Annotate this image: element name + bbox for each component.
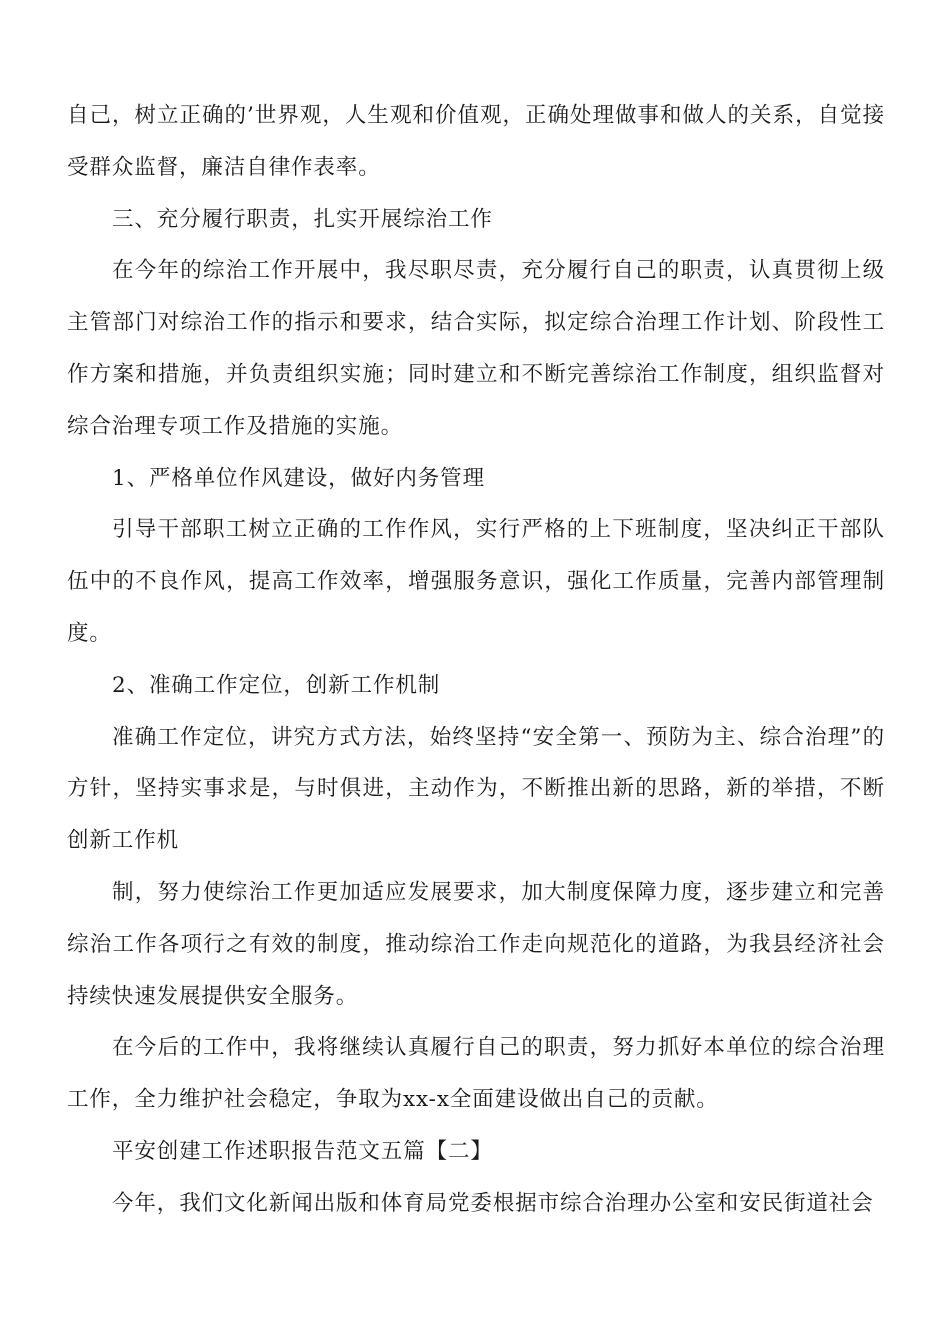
document-body — [67, 90, 885, 1230]
paragraph: 在今后的工作中，我将继续认真履行自己的职责，努力抓好本单位的综合治理工作，全力维护社会稳定，争取为xx-x全面建设做出自己的贡献。 — [67, 1035, 885, 1113]
article-title: 平安创建工作述职报告范文五篇【二】 — [112, 1138, 493, 1164]
subsection-heading-2: 2、准确工作定位，创新工作机制 — [112, 672, 441, 698]
paragraph: 今年，我们文化新闻出版和体育局党委根据市综合治理办公室和安民街道社会 — [112, 1190, 874, 1216]
subsection-heading-1: 1、严格单位作风建设，做好内务管理 — [112, 465, 485, 491]
paragraph: 引导干部职工树立正确的工作作风，实行严格的上下班制度，坚决纠正干部队伍中的不良作风，提高工作效率，增强服务意识，强化工作质量，完善内部管理制度。 — [67, 517, 885, 646]
paragraph: 准确工作定位，讲究方式方法，始终坚持“安全第一、预防为主、综合治理”的方针，坚持实事求是，与时俱进，主动作为，不断推出新的思路，新的举措，不断创新工作机 — [67, 724, 885, 854]
paragraph-continuation: 自己，树立正确的’世界观，人生观和价值观，正确处理做事和做人的关系，自觉接受群众监督，廉洁自律作表率。 — [67, 103, 885, 180]
section-heading-3: 三、充分履行职责，扎实开展综治工作 — [112, 206, 493, 232]
paragraph: 在今年的综治工作开展中，我尽职尽责，充分履行自己的职责，认真贯彻上级主管部门对综治工作的指示和要求，结合实际，拟定综合治理工作计划、阶段性工作方案和措施，并负责组织实施；同时建立和不断完善综治工作制度，组织监督对综合治理专项工作及措施的实施。 — [67, 258, 885, 439]
paragraph: 制，努力使综治工作更加适应发展要求，加大制度保障力度，逐步建立和完善综治工作各项行之有效的制度，推动综治工作走向规范化的道路，为我县经济社会持续快速发展提供安全服务。 — [67, 879, 885, 1009]
